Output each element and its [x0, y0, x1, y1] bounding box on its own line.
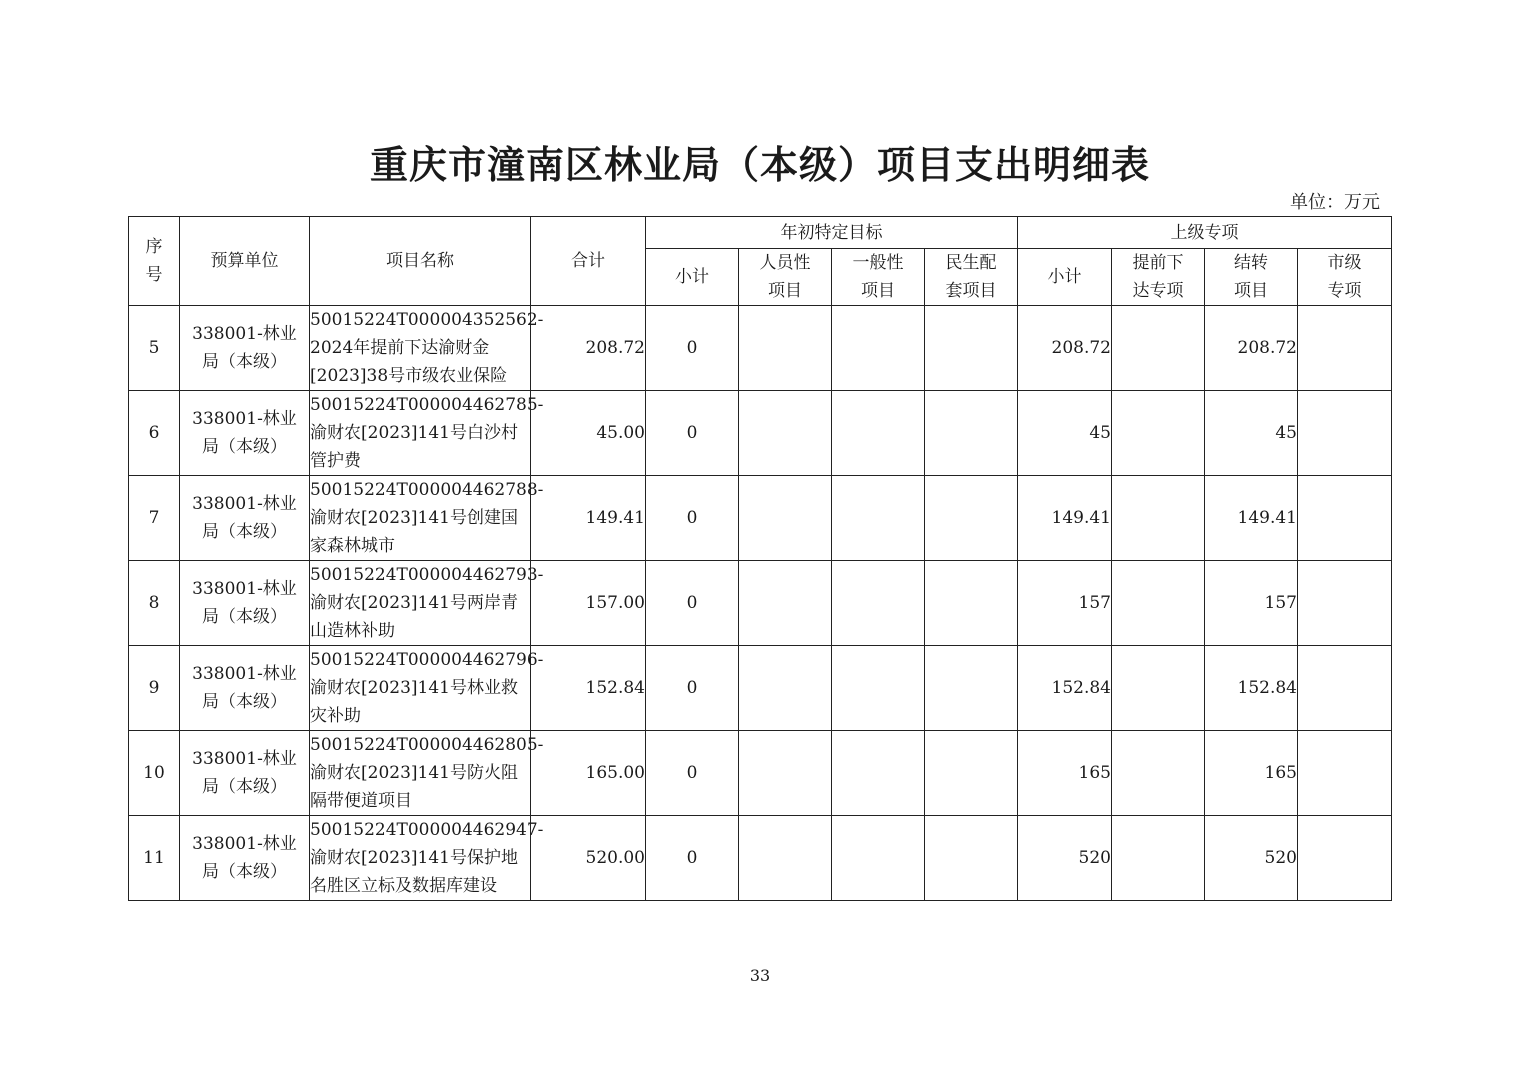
table-row — [129, 731, 1392, 816]
row-total: 152.84 — [531, 646, 646, 731]
row-carryover: 208.72 — [1205, 306, 1298, 391]
row-general — [832, 476, 925, 561]
row-total: 165.00 — [531, 731, 646, 816]
row-total: 149.41 — [531, 476, 646, 561]
row-project-name: 50015224T000004462793-渝财农[2023]141号两岸青山造林补助 — [310, 561, 531, 646]
row-carryover: 157 — [1205, 561, 1298, 646]
row-city — [1298, 816, 1392, 901]
row-general — [832, 816, 925, 901]
header-advance-special: 提前下达专项 — [1112, 249, 1205, 306]
row-project-name: 50015224T000004352562-2024年提前下达渝财金[2023]38号市级农业保险 — [310, 306, 531, 391]
row-budget-unit: 338001-林业局（本级） — [180, 731, 310, 816]
row-annual-subtotal: 0 — [646, 816, 739, 901]
row-personnel — [739, 306, 832, 391]
row-seq: 11 — [129, 816, 180, 901]
row-seq: 7 — [129, 476, 180, 561]
project-expenditure-table — [128, 216, 1392, 901]
row-project-name: 50015224T000004462947-渝财农[2023]141号保护地名胜区立标及数据库建设 — [310, 816, 531, 901]
table-row — [129, 816, 1392, 901]
row-personnel — [739, 476, 832, 561]
row-superior-subtotal: 45 — [1018, 391, 1112, 476]
row-advance — [1112, 816, 1205, 901]
row-livelihood — [925, 816, 1018, 901]
row-general — [832, 391, 925, 476]
row-project-name: 50015224T000004462796-渝财农[2023]141号林业救灾补助 — [310, 646, 531, 731]
row-livelihood — [925, 646, 1018, 731]
row-carryover: 165 — [1205, 731, 1298, 816]
row-carryover: 149.41 — [1205, 476, 1298, 561]
row-livelihood — [925, 476, 1018, 561]
row-annual-subtotal: 0 — [646, 391, 739, 476]
row-advance — [1112, 561, 1205, 646]
row-livelihood — [925, 391, 1018, 476]
row-city — [1298, 391, 1392, 476]
row-budget-unit: 338001-林业局（本级） — [180, 561, 310, 646]
row-project-name: 50015224T000004462805-渝财农[2023]141号防火阻隔带便道项目 — [310, 731, 531, 816]
row-city — [1298, 646, 1392, 731]
header-total: 合计 — [531, 217, 646, 306]
row-total: 157.00 — [531, 561, 646, 646]
row-city — [1298, 476, 1392, 561]
table-row — [129, 391, 1392, 476]
row-seq: 9 — [129, 646, 180, 731]
row-seq: 6 — [129, 391, 180, 476]
row-personnel — [739, 391, 832, 476]
row-general — [832, 731, 925, 816]
table-row — [129, 646, 1392, 731]
header-superior-subtotal: 小计 — [1018, 249, 1112, 306]
row-annual-subtotal: 0 — [646, 561, 739, 646]
row-carryover: 520 — [1205, 816, 1298, 901]
row-superior-subtotal: 165 — [1018, 731, 1112, 816]
row-budget-unit: 338001-林业局（本级） — [180, 306, 310, 391]
row-superior-subtotal: 157 — [1018, 561, 1112, 646]
unit-label: 单位：万元 — [1290, 192, 1380, 213]
row-annual-subtotal: 0 — [646, 306, 739, 391]
header-livelihood-projects: 民生配套项目 — [925, 249, 1018, 306]
header-superior-special: 上级专项 — [1018, 217, 1392, 249]
row-city — [1298, 561, 1392, 646]
header-annual-targets: 年初特定目标 — [646, 217, 1018, 249]
row-general — [832, 646, 925, 731]
header-general-projects: 一般性项目 — [832, 249, 925, 306]
row-superior-subtotal: 152.84 — [1018, 646, 1112, 731]
table-row — [129, 476, 1392, 561]
header-personnel-projects: 人员性项目 — [739, 249, 832, 306]
row-budget-unit: 338001-林业局（本级） — [180, 391, 310, 476]
page-number: 33 — [749, 966, 771, 985]
header-carryover-projects: 结转项目 — [1205, 249, 1298, 306]
row-general — [832, 561, 925, 646]
row-annual-subtotal: 0 — [646, 731, 739, 816]
table-row — [129, 561, 1392, 646]
row-budget-unit: 338001-林业局（本级） — [180, 646, 310, 731]
row-advance — [1112, 731, 1205, 816]
row-city — [1298, 306, 1392, 391]
row-livelihood — [925, 561, 1018, 646]
row-budget-unit: 338001-林业局（本级） — [180, 476, 310, 561]
header-city-special: 市级专项 — [1298, 249, 1392, 306]
row-carryover: 45 — [1205, 391, 1298, 476]
row-project-name: 50015224T000004462785-渝财农[2023]141号白沙村管护费 — [310, 391, 531, 476]
row-carryover: 152.84 — [1205, 646, 1298, 731]
row-seq: 8 — [129, 561, 180, 646]
row-personnel — [739, 561, 832, 646]
row-superior-subtotal: 149.41 — [1018, 476, 1112, 561]
row-advance — [1112, 306, 1205, 391]
row-seq: 10 — [129, 731, 180, 816]
row-personnel — [739, 816, 832, 901]
header-project-name: 项目名称 — [310, 217, 531, 306]
row-city — [1298, 731, 1392, 816]
row-superior-subtotal: 520 — [1018, 816, 1112, 901]
table-row — [129, 306, 1392, 391]
header-seq: 序号 — [129, 217, 180, 306]
header-budget-unit: 预算单位 — [180, 217, 310, 306]
page-title: 重庆市潼南区林业局（本级）项目支出明细表 — [369, 143, 1150, 187]
row-livelihood — [925, 306, 1018, 391]
row-advance — [1112, 646, 1205, 731]
row-project-name: 50015224T000004462788-渝财农[2023]141号创建国家森林城市 — [310, 476, 531, 561]
row-general — [832, 306, 925, 391]
row-advance — [1112, 476, 1205, 561]
row-superior-subtotal: 208.72 — [1018, 306, 1112, 391]
row-personnel — [739, 731, 832, 816]
row-advance — [1112, 391, 1205, 476]
header-annual-subtotal: 小计 — [646, 249, 739, 306]
row-total: 520.00 — [531, 816, 646, 901]
row-budget-unit: 338001-林业局（本级） — [180, 816, 310, 901]
row-total: 45.00 — [531, 391, 646, 476]
row-annual-subtotal: 0 — [646, 476, 739, 561]
row-personnel — [739, 646, 832, 731]
row-seq: 5 — [129, 306, 180, 391]
row-annual-subtotal: 0 — [646, 646, 739, 731]
row-livelihood — [925, 731, 1018, 816]
row-total: 208.72 — [531, 306, 646, 391]
